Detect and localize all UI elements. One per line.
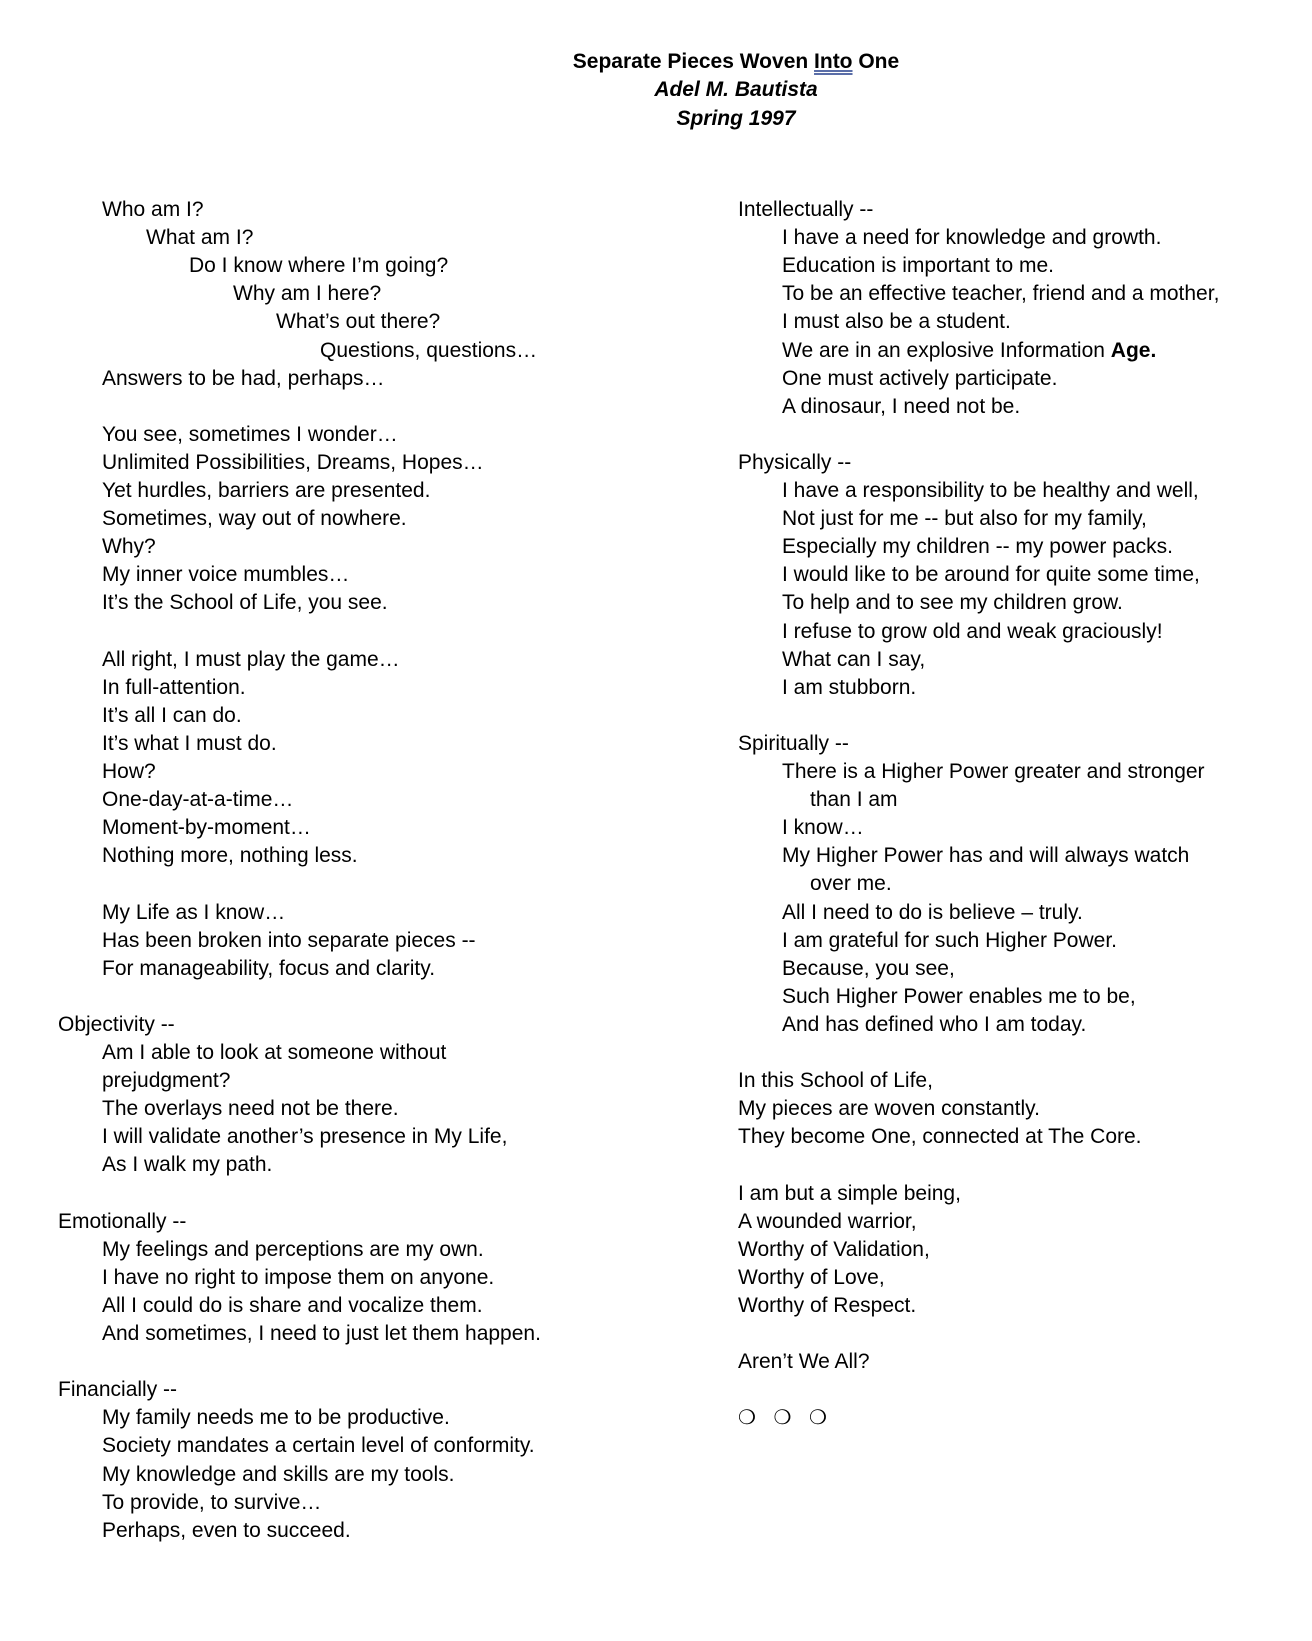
poem-line-text: To provide, to survive… (102, 1490, 322, 1514)
poem-line (102, 533, 156, 561)
poem-line (738, 1095, 1040, 1123)
poem-line-text: We are in an explosive Information (782, 338, 1111, 362)
poem-line-text: Worthy of Respect. (738, 1293, 917, 1317)
poem-line-text: I am grateful for such Higher Power. (782, 928, 1117, 952)
poem-line-text: My family needs me to be productive. (102, 1406, 450, 1430)
poem-line-text: My Life as I know… (102, 900, 286, 924)
poem-line (276, 308, 440, 336)
poem-line-text: What am I? (146, 226, 254, 250)
poem-line-text: Worthy of Love, (738, 1265, 885, 1289)
poem-line (738, 1208, 917, 1236)
poem-line (782, 674, 916, 702)
poem-line-text: I am but a simple being, (738, 1181, 961, 1205)
poem-line-text: What can I say, (782, 647, 926, 671)
poem-line-text: My knowledge and skills are my tools. (102, 1462, 455, 1486)
poem-line-text: A wounded warrior, (738, 1209, 917, 1233)
poem-line (102, 505, 407, 533)
poem-line (102, 561, 349, 589)
poem-line (782, 365, 1057, 393)
poem-line-text: It’s the School of Life, you see. (102, 591, 388, 615)
poem-line-text: The overlays need not be there. (102, 1097, 399, 1121)
poem-line-text: Financially -- (58, 1378, 178, 1402)
poem-line-text: There is a Higher Power greater and stronger (782, 760, 1205, 783)
poem-line (782, 1011, 1086, 1039)
poem-line (102, 1292, 483, 1320)
poem-line (102, 1461, 454, 1489)
poem-line (102, 758, 156, 786)
poem-line-text: It’s all I can do. (102, 703, 242, 727)
poem-line (102, 477, 430, 505)
poem-line-text: Sometimes, way out of nowhere. (102, 507, 407, 531)
poem-line-text: To be an effective teacher, friend and a mother, (782, 282, 1220, 306)
poem-line (102, 1264, 494, 1292)
poem-line-text: All right, I must play the game… (102, 647, 400, 671)
poem-line (58, 1376, 177, 1404)
poem-line (58, 1011, 175, 1039)
poem-line (810, 870, 892, 898)
poem-line (782, 646, 925, 674)
poem-line-text: Emotionally -- (58, 1209, 187, 1233)
poem-line (102, 1095, 399, 1123)
poem-line-text: For manageability, focus and clarity. (102, 956, 436, 980)
poem-line-text: Aren’t We All? (738, 1350, 870, 1374)
poem-line-text: My pieces are woven constantly. (738, 1097, 1040, 1121)
poem-line-bold-word: Age. (1110, 338, 1157, 362)
poem-line-text: They become One, connected at The Core. (738, 1125, 1142, 1149)
poem-line-text: Yet hurdles, barriers are presented. (102, 479, 431, 502)
poem-line (738, 1292, 916, 1320)
poem-line (782, 533, 1173, 561)
poem-line (320, 337, 537, 365)
poem-line-text: In full-attention. (102, 675, 246, 699)
poem-line (782, 280, 1219, 308)
poem-line (102, 899, 285, 927)
poem-line (738, 1348, 870, 1376)
poem-line (102, 1039, 446, 1067)
poem-line (738, 1067, 933, 1095)
poem-line-text: I refuse to grow old and weak graciously! (782, 619, 1163, 643)
poem-line-text: All I need to do is believe – truly. (782, 900, 1083, 924)
poem-line (782, 252, 1054, 280)
poem-line-text: Especially my children -- my power packs. (782, 535, 1173, 559)
poem-line-text: All I could do is share and vocalize them. (102, 1293, 483, 1317)
poem-line-text: Why? (102, 535, 156, 559)
poem-line (102, 674, 246, 702)
poem-author: Adel M. Bautista (654, 78, 818, 101)
poem-line-text: And has defined who I am today. (782, 1012, 1087, 1036)
poem-line (782, 814, 864, 842)
poem-line-text: Intellectually -- (738, 198, 874, 221)
poem-line-text: I would like to be around for quite some time, (782, 563, 1200, 587)
poem-line-text: Why am I here? (233, 282, 382, 306)
poem-line-text: It’s what I must do. (102, 731, 277, 755)
poem-line-text: Do I know where I’m going? (189, 254, 449, 278)
poem-line (738, 1123, 1142, 1151)
poem-line-text: A dinosaur, I need not be. (782, 394, 1021, 418)
poem-line (102, 196, 204, 224)
poem-line-text: Answers to be had, perhaps… (102, 366, 385, 390)
poem-line (102, 589, 388, 617)
poem-line-text: Physically -- (738, 450, 852, 474)
poem-line (102, 1404, 450, 1432)
poem-line (102, 927, 476, 955)
poem-line-text: prejudgment? (102, 1069, 231, 1093)
poem-line-text: My feelings and perceptions are my own. (102, 1237, 484, 1261)
poem-line-text: My inner voice mumbles… (102, 563, 350, 587)
poem-line-text: What’s out there? (276, 310, 441, 334)
poem-line-text: over me. (810, 872, 892, 896)
poem-line-text: To help and to see my children grow. (782, 591, 1123, 615)
poem-line (58, 1208, 186, 1236)
poem-line (738, 449, 851, 477)
poem-line-text: You see, sometimes I wonder… (102, 422, 398, 446)
poem-line-text: I am stubborn. (782, 675, 917, 699)
poem-line (102, 955, 435, 983)
poem-line-text: And sometimes, I need to just let them happen. (102, 1322, 541, 1345)
poem-line (782, 337, 1156, 365)
poem-line-text: I must also be a student. (782, 310, 1011, 334)
poem-line (782, 224, 1161, 252)
poem-line (782, 589, 1123, 617)
poem-line-text: Such Higher Power enables me to be, (782, 984, 1136, 1008)
poem-line (782, 477, 1199, 505)
poem-line (102, 1320, 541, 1348)
poem-line (738, 196, 873, 224)
poem-line (102, 1236, 484, 1264)
poem-line (782, 561, 1200, 589)
poem-line-text: I know… (782, 816, 864, 840)
poem-line-text: I have a need for knowledge and growth. (782, 226, 1162, 250)
poem-line (782, 505, 1147, 533)
poem-line-text: My Higher Power has and will always watch (782, 844, 1190, 868)
poem-line (102, 1517, 351, 1545)
poem-line-text: In this School of Life, (738, 1069, 933, 1093)
poem-line-text: Unlimited Possibilities, Dreams, Hopes… (102, 450, 484, 474)
poem-line (102, 1432, 535, 1460)
poem-line (102, 1067, 230, 1095)
poem-title (0, 48, 1312, 76)
poem-line (738, 730, 849, 758)
poem-line (102, 786, 293, 814)
title-part-2: One (852, 50, 900, 73)
poem-line-text: One must actively participate. (782, 366, 1058, 390)
poem-line (782, 393, 1020, 421)
poem-line-text: Who am I? (102, 198, 204, 221)
poem-line-text: I will validate another’s presence in My Life, (102, 1125, 508, 1149)
poem-line (782, 618, 1163, 646)
poem-line (782, 842, 1189, 870)
title-underlined-word: Into (814, 50, 853, 73)
poem-line-text: How? (102, 760, 156, 783)
poem-line (233, 280, 381, 308)
poem-line (102, 1123, 507, 1151)
poem-line-text: Am I able to look at someone without (102, 1041, 447, 1064)
poem-line-text: Education is important to me. (782, 254, 1054, 278)
poem-line (189, 252, 448, 280)
poem-date: Spring 1997 (676, 107, 796, 130)
poem-line (102, 449, 484, 477)
poem-line (782, 983, 1136, 1011)
poem-line (782, 927, 1117, 955)
poem-line (102, 814, 311, 842)
poem-line (782, 955, 955, 983)
poem-line-text: Moment-by-moment… (102, 816, 311, 840)
poem-line (782, 308, 1011, 336)
poem-line-text: Objectivity -- (58, 1012, 175, 1036)
poem-line (738, 1264, 885, 1292)
poem-line (102, 1151, 272, 1179)
poem-line (738, 1180, 961, 1208)
poem-line (102, 421, 398, 449)
section-break-ornament (738, 1404, 833, 1432)
poem-line-text: Worthy of Validation, (738, 1237, 930, 1261)
poem-line-text: I have no right to impose them on anyone. (102, 1265, 495, 1289)
poem-line (738, 1236, 930, 1264)
poem-line (102, 842, 358, 870)
poem-line-text: than I am (810, 788, 898, 812)
poem-line (782, 899, 1083, 927)
poem-line-text: Spiritually -- (738, 731, 849, 755)
poem-line-text: Because, you see, (782, 956, 955, 980)
poem-line (146, 224, 253, 252)
poem-line-text: Questions, questions… (320, 338, 538, 362)
poem-line-text: I have a responsibility to be healthy and well, (782, 479, 1199, 502)
poem-line (102, 365, 385, 393)
poem-line-text: Has been broken into separate pieces -- (102, 928, 476, 952)
poem-line-text: Perhaps, even to succeed. (102, 1518, 351, 1542)
poem-line-text: ❍ ❍ ❍ (738, 1407, 833, 1430)
poem-line-text: Nothing more, nothing less. (102, 844, 358, 868)
poem-line (782, 758, 1205, 786)
poem-line (102, 646, 400, 674)
title-part-1: Separate Pieces Woven (572, 50, 815, 73)
poem-line (810, 786, 898, 814)
poem-line-text: One-day-at-a-time… (102, 788, 294, 812)
poem-line (102, 1489, 321, 1517)
poem-line-text: Not just for me -- but also for my family, (782, 507, 1147, 531)
poem-line (102, 702, 242, 730)
poem-line-text: Society mandates a certain level of conformity. (102, 1434, 535, 1458)
poem-line-text: As I walk my path. (102, 1153, 273, 1177)
poem-line (102, 730, 277, 758)
